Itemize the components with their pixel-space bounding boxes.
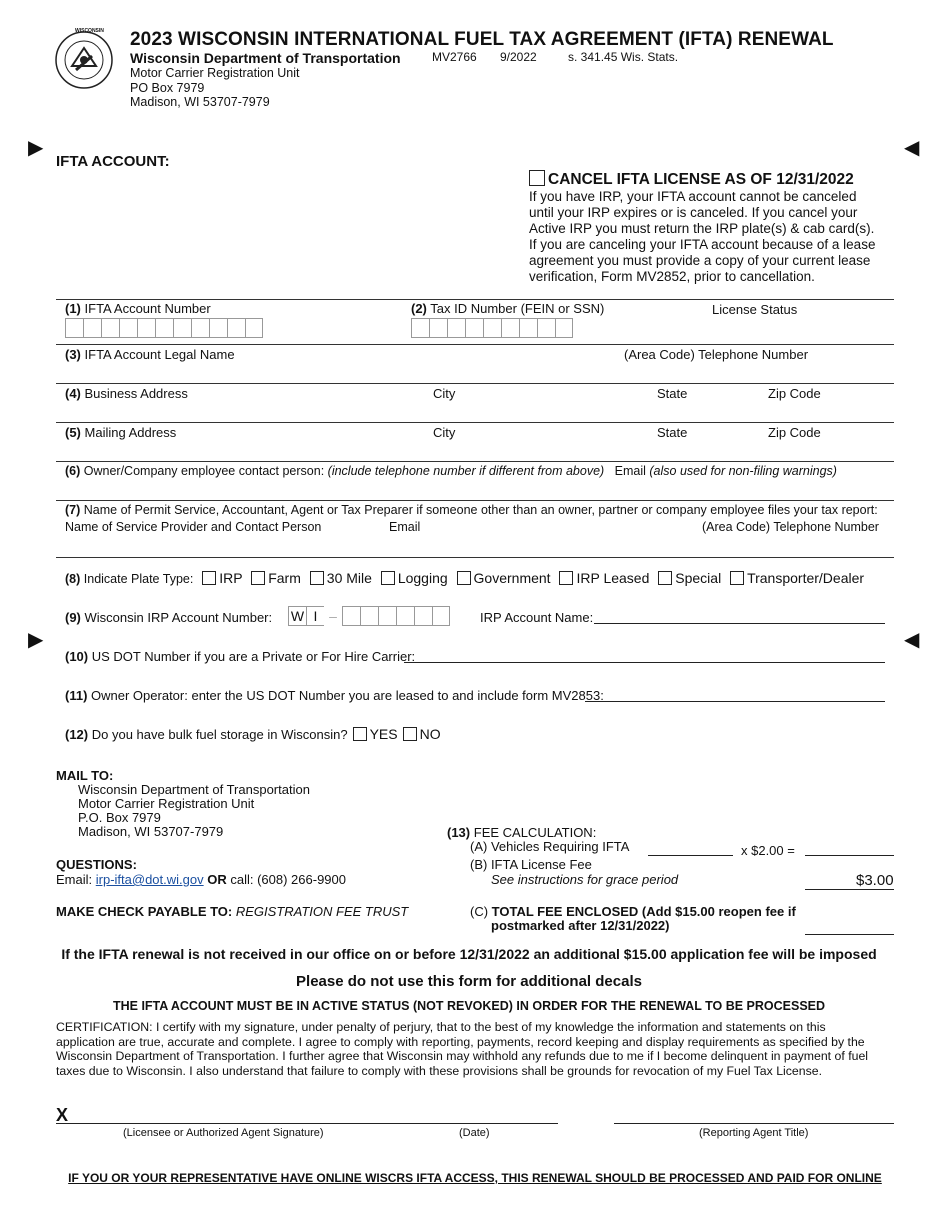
plate-logging-label: Logging [397,570,448,586]
irp-account-number-input[interactable]: W I – [288,606,450,626]
fee-c-label: (C) TOTAL FEE ENCLOSED (Add $15.00 reopen fee if [470,904,796,919]
field-11-label: (11) Owner Operator: enter the US DOT Number you are leased to and include form MV2853: [65,688,604,703]
plate-government-label: Government [473,570,551,586]
vehicles-count-input[interactable] [648,855,733,856]
decals-notice: Please do not use this form for additional decals [296,973,642,990]
total-fee-input[interactable] [805,934,894,935]
mail-line: P.O. Box 7979 [78,810,161,825]
state-label: State [657,425,688,440]
form-date: 9/2022 [500,50,537,64]
field-10-label: (10) US DOT Number if you are a Private or For Hire Carrier: [65,649,416,664]
bulk-fuel-yes-checkbox[interactable] [353,727,367,741]
zip-label: Zip Code [768,386,821,401]
plate-irp-leased-label: IRP Leased [576,570,650,586]
state-label: State [657,386,688,401]
email-link[interactable]: irp-ifta@dot.wi.gov [95,872,204,887]
plate-transporter-label: Transporter/Dealer [747,570,865,586]
fee-a-multiplier: x $2.00 = [741,843,795,858]
payable-to: MAKE CHECK PAYABLE TO: REGISTRATION FEE TRUST [56,904,409,919]
fee-a-label: (A) Vehicles Requiring IFTA [470,839,630,854]
tax-id-input[interactable] [411,318,573,338]
plate-irp-label: IRP [219,570,243,586]
plate-30mile-checkbox[interactable] [310,571,324,585]
cancel-text-line: Active IRP you must return the IRP plate(s) & cab card(s). [529,221,875,236]
wisdot-seal-logo [54,30,114,90]
address-line: PO Box 7979 [130,80,205,95]
cancel-label: CANCEL IFTA LICENSE AS OF 12/31/2022 [548,171,854,188]
plate-farm-checkbox[interactable] [251,571,265,585]
cancel-instructions [529,189,875,285]
no-label: NO [419,726,441,742]
statute: s. 341.45 Wis. Stats. [568,50,679,64]
plate-farm-label: Farm [268,570,301,586]
bulk-fuel-no-checkbox[interactable] [403,727,417,741]
left-arrow-icon: ◀ [904,137,920,159]
right-arrow-icon: ▶ [28,137,44,159]
plate-special-checkbox[interactable] [658,571,672,585]
mail-line: Madison, WI 53707-7979 [78,824,224,839]
right-arrow-icon: ▶ [28,629,44,651]
certification-line: Wisconsin Department of Transportation. I further agree that Wisconsin may withhold any refunds due to me if I become delinquent in payment of fuel [56,1049,869,1063]
form-title: 2023 WISCONSIN INTERNATIONAL FUEL TAX AGREEMENT (IFTA) RENEWAL [130,29,834,50]
service-email-label: Email [389,520,421,534]
agent-title-caption: (Reporting Agent Title) [699,1127,809,1139]
cancel-license-option[interactable] [529,170,854,189]
irp-account-name-input[interactable] [594,623,885,624]
signature-x: X [56,1105,69,1125]
cancel-text-line: If you have IRP, your IFTA account cannot be canceled [529,189,857,204]
cancel-text-line: until your IRP expires or is canceled. If you cancel your [529,205,858,220]
field-12-row: (12) Do you have bulk fuel storage in Wisconsin? YES NO [65,726,441,742]
plate-type-row: (8) Indicate Plate Type: IRP Farm 30 Mile Logging Government IRP Leased Special Transporter/Dealer [65,570,865,586]
plate-transporter-checkbox[interactable] [730,571,744,585]
service-provider-label[interactable]: Name of Service Provider and Contact Person [65,520,322,534]
plate-government-checkbox[interactable] [457,571,471,585]
certification-line: taxes due to Wisconsin. I also understand that failure to comply with these provisions shall be grounds for revocation of my Fuel Tax License. [56,1063,822,1078]
field-4-label[interactable]: (4) Business Address [65,386,188,401]
cancel-text-line: If you are canceling your IFTA account because of a lease [529,237,876,252]
leased-dot-number-input[interactable] [585,701,885,702]
active-status-notice: THE IFTA ACCOUNT MUST BE IN ACTIVE STATUS (NOT REVOKED) IN ORDER FOR THE RENEWAL TO BE PROCESSED [112,999,826,1013]
late-fee-notice: If the IFTA renewal is not received in our office on or before 12/31/2022 an additional $15.00 application fee will be imposed [61,946,877,962]
cancel-text-line: agreement you must provide a copy of your current lease [529,253,871,268]
seal-text: WISCONSIN [75,28,104,34]
plate-special-label: Special [675,570,722,586]
fee-c-label-2: postmarked after 12/31/2022) [491,918,670,933]
field-7-label: (7) Name of Permit Service, Accountant, Agent or Tax Preparer if someone other than an owner, partner or company employee files your tax report: [65,503,878,517]
fee-b-line [805,889,894,890]
field-5-label[interactable]: (5) Mailing Address [65,425,177,440]
zip-label: Zip Code [768,425,821,440]
plate-logging-checkbox[interactable] [381,571,395,585]
plate-irp-checkbox[interactable] [202,571,216,585]
field-1-label: (1) IFTA Account Number [65,301,211,316]
license-status-label: License Status [712,302,798,317]
plate-30mile-label: 30 Mile [326,570,372,586]
fee-a-total-input[interactable] [805,855,894,856]
certification-line: CERTIFICATION: I certify with my signature, under penalty of perjury, that to the best of my knowledge the information and statements on this [56,1020,826,1034]
mail-line: Wisconsin Department of Transportation [78,782,310,797]
us-dot-number-input[interactable] [404,662,885,663]
phone-label: (Area Code) Telephone Number [624,347,809,362]
mail-line: Motor Carrier Registration Unit [78,796,255,811]
ifta-account-number-input[interactable] [65,318,263,338]
fee-b-label: (B) IFTA License Fee [470,857,592,872]
fee-b-amount: $3.00 [856,872,894,889]
yes-label: YES [369,726,398,742]
certification-text [56,1020,868,1078]
service-phone-label: (Area Code) Telephone Number [702,520,879,534]
department-name: Wisconsin Department of Transportation [130,50,401,66]
address-line: Motor Carrier Registration Unit [130,66,300,80]
signature-caption: (Licensee or Authorized Agent Signature) [123,1127,324,1139]
address-line: Madison, WI 53707-7979 [130,95,270,109]
ifta-account-label: IFTA ACCOUNT: [56,153,170,170]
plate-irp-leased-checkbox[interactable] [559,571,573,585]
fee-calc-label: (13) FEE CALCULATION: [447,825,597,840]
certification-line: application are true, accurate and complete. I agree to comply with reporting, payments, record keeping and display requirements as specified by the [56,1034,865,1049]
mail-address [78,783,310,839]
form-number: MV2766 [432,50,477,64]
field-3-label[interactable]: (3) IFTA Account Legal Name [65,347,235,362]
questions-label: QUESTIONS: [56,857,137,872]
mail-to-label: MAIL TO: [56,768,114,783]
agent-title-line[interactable] [614,1123,894,1124]
left-arrow-icon: ◀ [904,629,920,651]
field-6-label[interactable]: (6) Owner/Company employee contact person: (include telephone number if different from above) Email (also used for non-filing warnings) [65,464,837,478]
field-9-label: (9) Wisconsin IRP Account Number: [65,610,273,625]
field-2-label: (2) Tax ID Number (FEIN or SSN) [411,301,605,316]
signature-line[interactable] [56,1123,558,1124]
cancel-text-line: verification, Form MV2852, prior to cancellation. [529,269,815,284]
cancel-checkbox[interactable] [529,170,545,186]
fee-b-note: See instructions for grace period [491,872,679,887]
questions-contact: Email: irp-ifta@dot.wi.gov OR call: (608) 266-9900 [56,872,346,887]
irp-account-name-label: IRP Account Name: [480,610,594,625]
city-label: City [433,425,456,440]
header-address [130,66,300,110]
city-label: City [433,386,456,401]
date-caption: (Date) [459,1127,490,1139]
online-footer-notice: IF YOU OR YOUR REPRESENTATIVE HAVE ONLINE WISCRS IFTA ACCESS, THIS RENEWAL SHOULD BE PROCESSED AND PAID FOR ONLINE [68,1171,882,1185]
